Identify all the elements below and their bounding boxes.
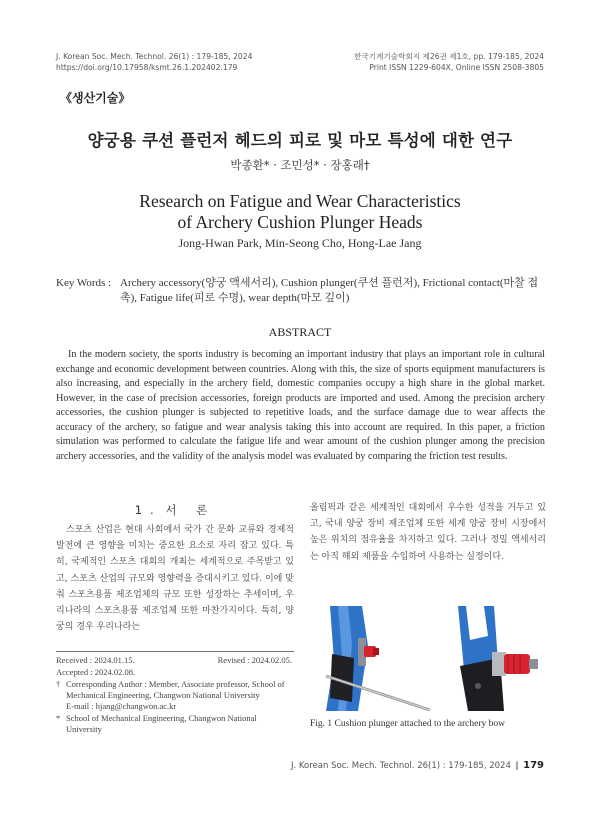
keywords-label: Key Words : xyxy=(56,277,112,289)
footnote-divider xyxy=(56,651,294,652)
asterisk-mark: * xyxy=(56,713,61,723)
paper-title-english xyxy=(0,191,600,233)
dagger-mark: † xyxy=(56,679,61,689)
doi-link[interactable]: https://doi.org/10.17958/ksmt.26.1.202402.179 xyxy=(56,63,238,72)
figure-photo xyxy=(318,606,546,711)
corresponding-author-note xyxy=(56,679,294,701)
intro-text-left: 스포츠 산업은 현대 사회에서 국가 간 문화 교류와 경제적 발전에 큰 영향을 미치는 중요한 요소로 자리 잡고 있다. 특히, 국제적인 스포츠 대회의 개최는 세계적으로 주목받고 있고, 스포츠 산업의 규모와 영향력을 증대시키고 있다. 이에 맞춰 스포츠용품 제조업체의 규모 또한 성장하는 추세이며, 우리나라의 스포츠용품 제조업체 또한 마찬가지이다. 특히, 양궁의 경우 우리나라는 xyxy=(56,525,294,633)
authors-english: Jong-Hwan Park, Min-Seong Cho, Hong-Lae Jang xyxy=(178,236,422,250)
figure-caption: Fig. 1 Cushion plunger attached to the archery bow xyxy=(310,719,505,729)
section-title: 서 론 xyxy=(165,503,216,517)
journal-citation: J. Korean Soc. Mech. Technol. 26(1) : 179-185, 2024 xyxy=(56,52,253,61)
paper-title-korean: 양궁용 쿠션 플런저 헤드의 피로 및 마모 특성에 대한 연구 xyxy=(87,131,513,150)
cushion-plunger-photo xyxy=(318,606,546,711)
footer-citation: J. Korean Soc. Mech. Technol. 26(1) : 179-185, 2024 xyxy=(291,761,511,771)
author-email[interactable]: E-mail : hjang@changwon.ac.kr xyxy=(66,701,177,711)
received-revised-line xyxy=(56,655,294,666)
affiliation-note xyxy=(56,713,294,735)
corresponding-author-text: Corresponding Author : Member, Associate professor, School of Mechanical Engineering, Changwon National University xyxy=(66,679,285,701)
issn-line: Print ISSN 1229-604X, Online ISSN 2508-3805 xyxy=(369,63,544,72)
authors-korean: 박종환* · 조민성* · 장홍래† xyxy=(230,158,370,172)
keywords-text: Archery accessory(양궁 액세서리), Cushion plunger(쿠션 플런저), Frictional contact(마찰 접촉), Fatigue life(피로 수명), wear depth(마모 깊이) xyxy=(120,277,539,304)
section-number: 1. xyxy=(134,503,162,517)
journal-header-right xyxy=(354,51,544,73)
page-footer xyxy=(291,760,544,771)
footer-separator: ∥ xyxy=(514,761,520,771)
keywords xyxy=(56,276,551,306)
right-photo-plunger xyxy=(444,606,546,711)
journal-citation-korean: 한국기계기술학회지 제26권 제1호, pp. 179-185, 2024 xyxy=(354,52,544,61)
accepted-date: Accepted : 2024.02.08. xyxy=(56,667,136,677)
intro-text-right: 올림픽과 같은 세계적인 대회에서 우수한 성적을 거두고 있고, 국내 양궁 장비 제조업체 또한 세계 양궁 장비 시장에서 높은 위치의 점유율을 차지하고 있다. 그러나 정밀 액세서리는 아직 해외 제품을 수입하여 사용하는 실정이다. xyxy=(310,503,546,562)
title-english-line2: of Archery Cushion Plunger Heads xyxy=(177,212,423,232)
revised-date: Revised : 2024.02.05. xyxy=(217,655,292,665)
received-date: Received : 2024.01.15. xyxy=(56,655,135,665)
page-number: 179 xyxy=(523,760,544,771)
affiliation-text: School of Mechanical Engineering, Changwon National University xyxy=(66,713,257,735)
abstract-title: ABSTRACT xyxy=(268,325,332,339)
abstract-body: In the modern society, the sports industry is becoming an important industry that plays an important role in cultural exchange and economic development between countries. Along with this, the size of sports equipment manufacturers is also increasing, and especially in the archery field, domestic companies occupy a high share in the global market. However, in the case of precision accessories, foreign products are imported and used. Among the precision archery accessories, the cushion plunger is subjected to repetitive loads, and the surface damage due to wear affects the accuracy of the archery, so fatigue and wear analysis taking this into account are required. In this paper, a friction simulation was performed to calculate the fatigue life and wear amount of the cushion plunger among the precision archery accessories, and the validity of the analysis model was evaluated by comparing the friction test results. xyxy=(56,349,545,462)
title-english-line1: Research on Fatigue and Wear Characteristics xyxy=(139,191,461,211)
section-heading xyxy=(56,502,294,518)
section-tag: 《생산기술》 xyxy=(60,91,131,105)
journal-header-left xyxy=(56,51,252,73)
